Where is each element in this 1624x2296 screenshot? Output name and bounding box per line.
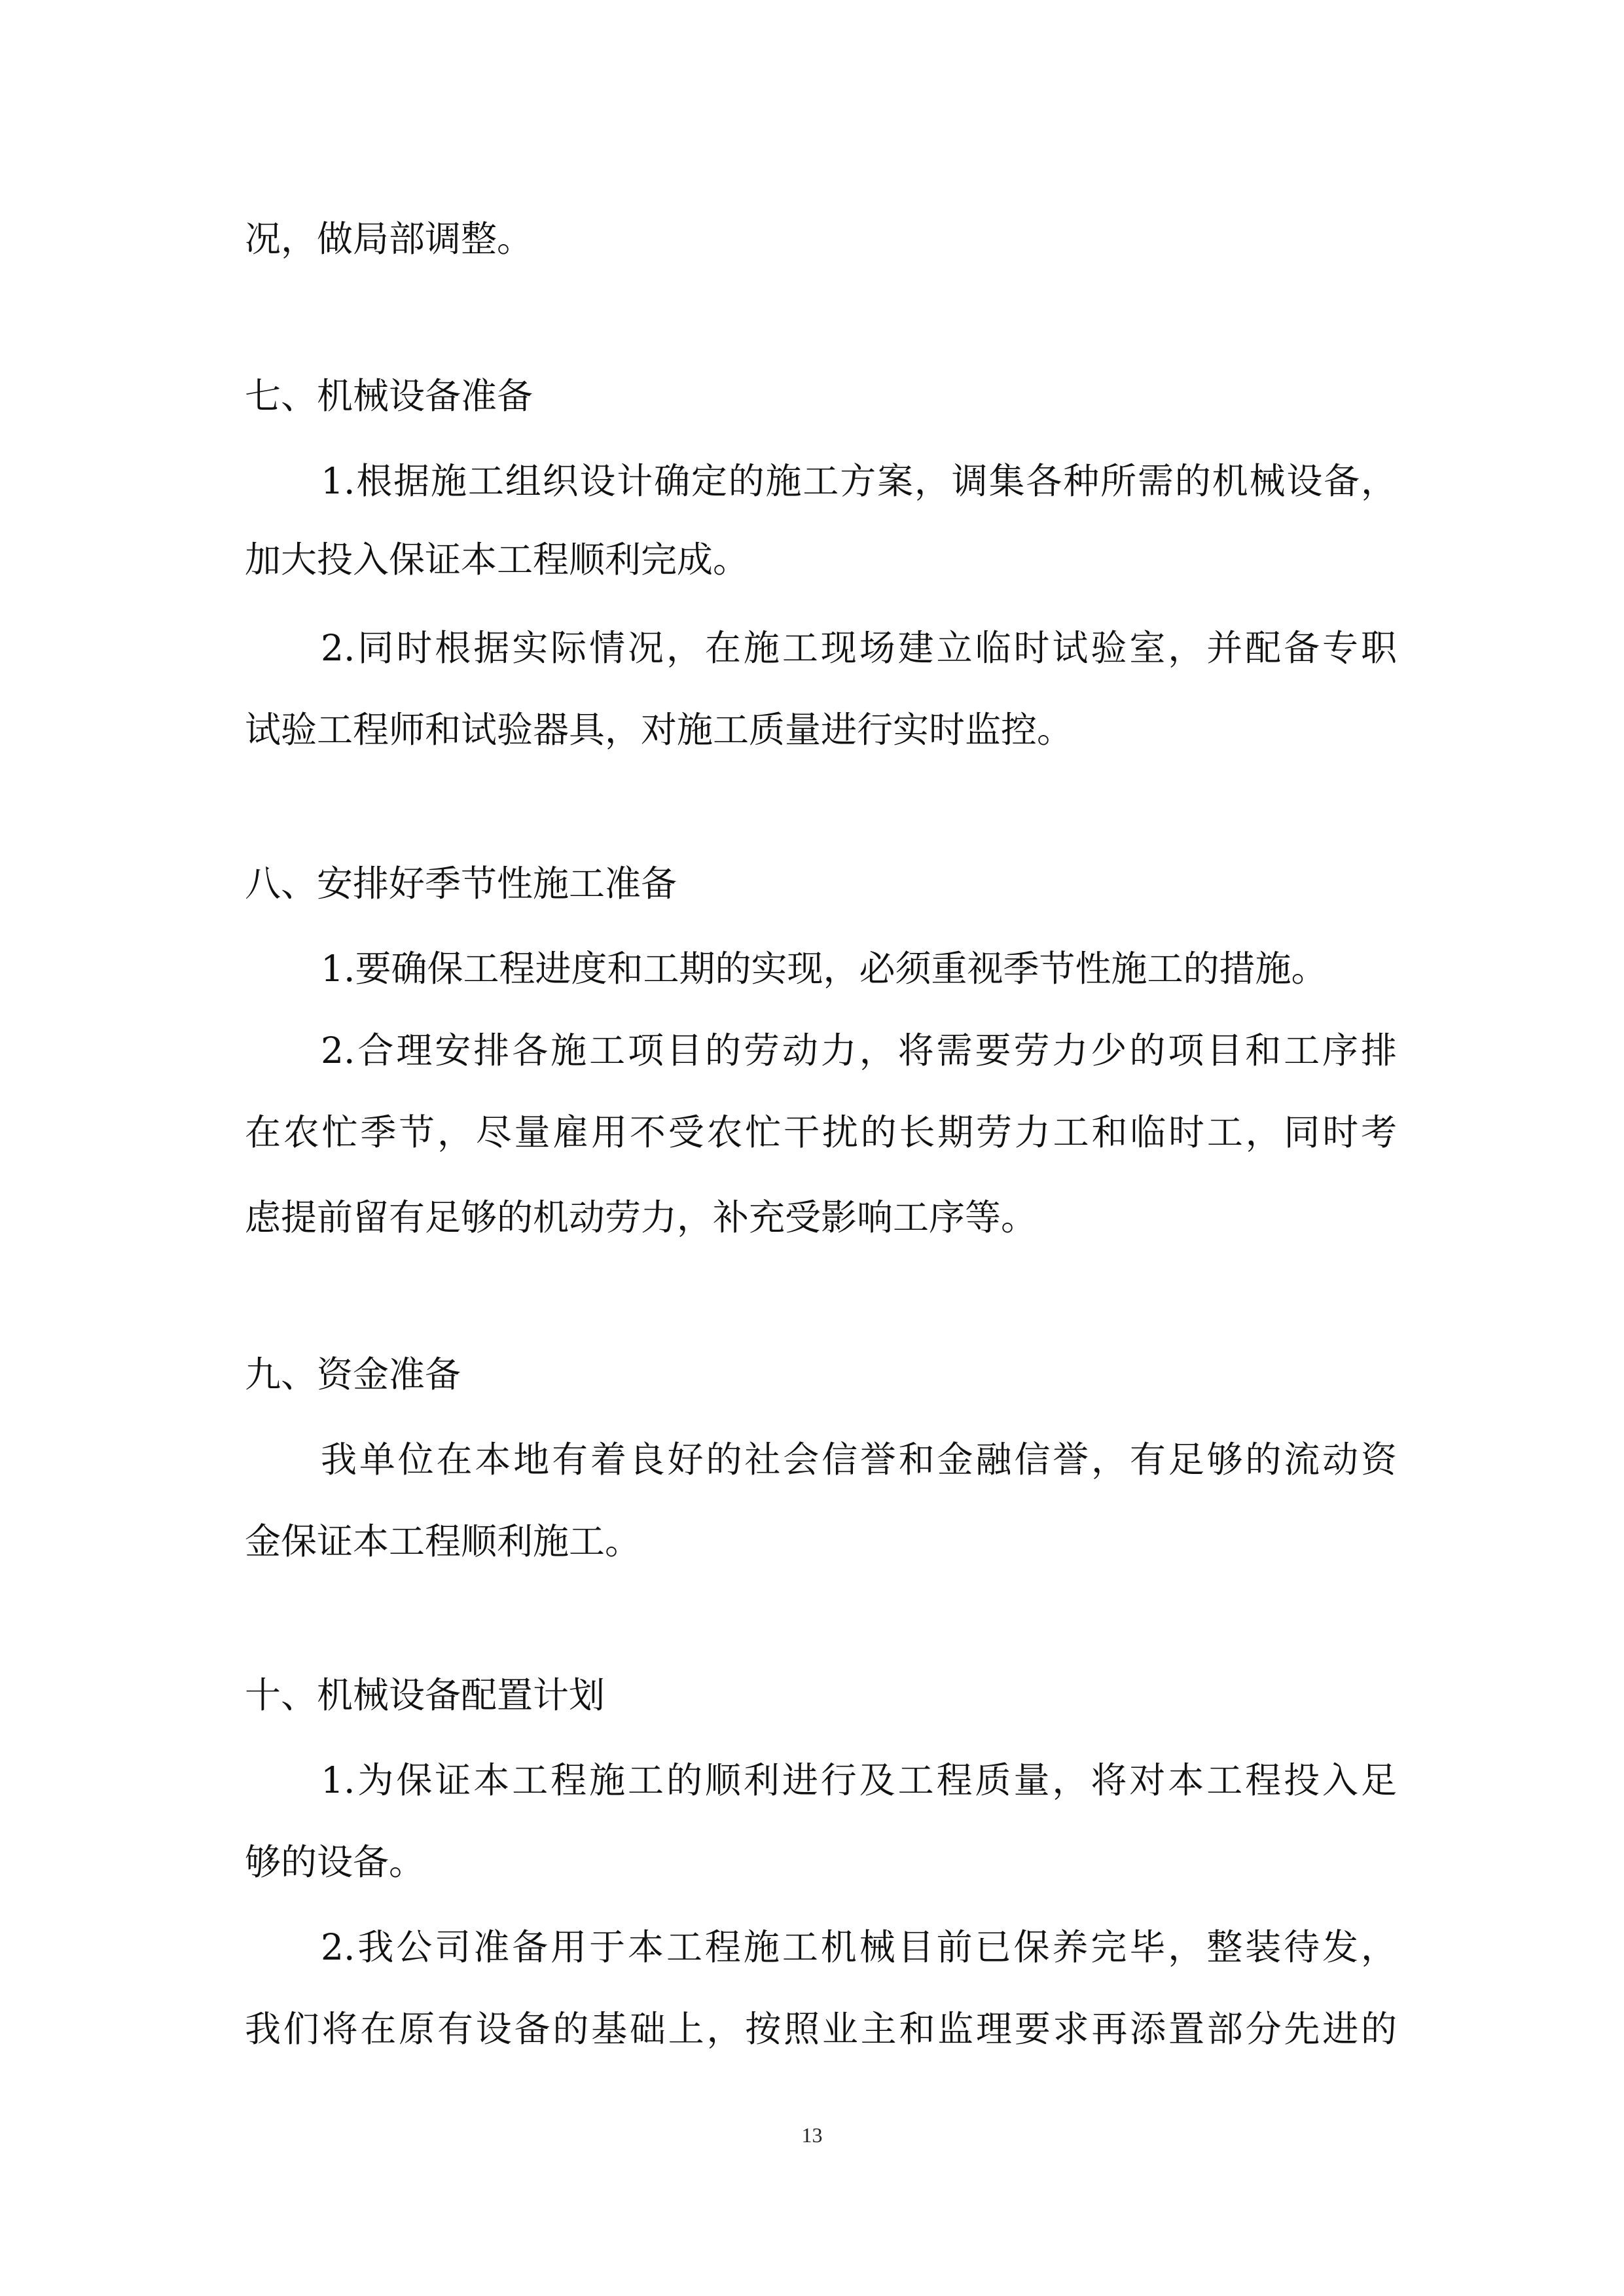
paragraph-line: 1.根据施工组织设计确定的施工方案，调集各种所需的机械设备， (321, 460, 1397, 502)
paragraph-line: 试验工程师和试验器具，对施工质量进行实时监控。 (245, 709, 1074, 751)
section-heading: 七、机械设备准备 (245, 375, 533, 417)
paragraph-line: 在农忙季节，尽量雇用不受农忙干扰的长期劳力工和临时工，同时考 (245, 1111, 1397, 1153)
paragraph-line: 够的设备。 (245, 1841, 425, 1883)
paragraph-line: 我单位在本地有着良好的社会信誉和金融信誉，有足够的流动资 (321, 1439, 1397, 1480)
paragraph-line: 2.同时根据实际情况，在施工现场建立临时试验室，并配备专职 (321, 627, 1397, 669)
paragraph-line: 1.要确保工程进度和工期的实现，必须重视季节性施工的措施。 (321, 948, 1327, 990)
section-heading: 十、机械设备配置计划 (245, 1674, 605, 1716)
paragraph-line: 金保证本工程顺利施工。 (245, 1520, 641, 1562)
page-number: 13 (801, 2123, 823, 2147)
paragraph-line: 2.合理安排各施工项目的劳动力，将需要劳力少的项目和工序排 (321, 1030, 1397, 1071)
paragraph-line: 加大投入保证本工程顺利完成。 (245, 539, 749, 581)
paragraph-line: 虑提前留有足够的机动劳力，补充受影响工序等。 (245, 1196, 1038, 1238)
paragraph-line: 2.我公司准备用于本工程施工机械目前已保养完毕，整装待发， (321, 1926, 1397, 1968)
paragraph-line: 我们将在原有设备的基础上，按照业主和监理要求再添置部分先进的 (245, 2008, 1397, 2050)
section-heading: 九、资金准备 (245, 1354, 461, 1395)
section-heading: 八、安排好季节性施工准备 (245, 863, 677, 905)
paragraph-line: 况，做局部调整。 (245, 218, 533, 260)
paragraph-line: 1.为保证本工程施工的顺利进行及工程质量，将对本工程投入足 (321, 1759, 1397, 1801)
